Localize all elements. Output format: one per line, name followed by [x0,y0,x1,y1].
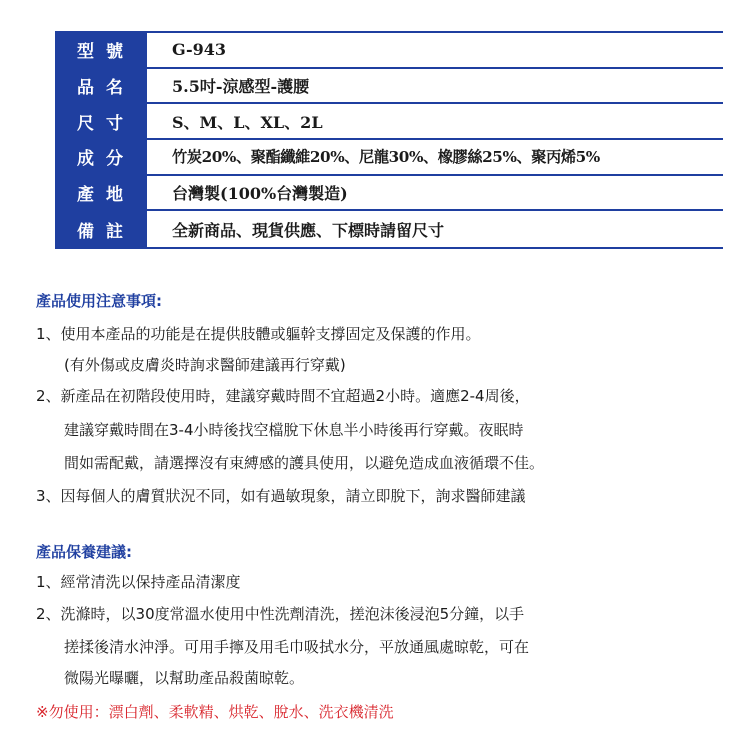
spec-value: 5.5吋-涼感型-護腰 [147,69,723,103]
usage-title: 產品使用注意事項: [36,292,162,310]
spec-value: G-943 [147,33,723,67]
care-title: 產品保養建議: [36,543,132,561]
spec-label: 尺寸 [55,104,147,138]
spec-value: S、M、L、XL、2L [147,104,723,138]
care-line: 1、經常清洗以保持產品清潔度 [36,573,241,591]
warning-text: ※勿使用：漂白劑、柔軟精、烘乾、脫水、洗衣機清洗 [36,703,394,721]
spec-table [55,31,723,249]
spec-label: 產地 [55,176,147,210]
usage-line: 2、新產品在初階段使用時，建議穿戴時間不宜超過2小時。適應2-4周後， [36,387,530,405]
care-line: 微陽光曝曬，以幫助產品殺菌晾乾。 [64,669,305,687]
spec-row-material [55,140,723,176]
spec-row-model [55,33,723,69]
spec-row-size [55,104,723,140]
spec-value: 竹炭20%、聚酯纖維20%、尼龍30%、橡膠絲25%、聚丙烯5% [147,140,723,174]
spec-label: 成分 [55,140,147,174]
usage-line: 建議穿戴時間在3-4小時後找空檔脫下休息半小時後再行穿戴。夜眠時 [64,421,524,439]
usage-line: 間如需配戴，請選擇沒有束縛感的護具使用，以避免造成血液循環不佳。 [64,454,545,472]
usage-line: 3、因每個人的膚質狀況不同，如有過敏現象，請立即脫下，詢求醫師建議 [36,487,526,505]
spec-row-note [55,211,723,247]
spec-value: 全新商品、現貨供應、下標時請留尺寸 [147,211,723,247]
care-line: 搓揉後清水沖淨。可用手擰及用毛巾吸拭水分，平放通風處晾乾，可在 [64,638,530,656]
usage-line: 1、使用本產品的功能是在提供肢體或軀幹支撐固定及保護的作用。 [36,325,481,343]
usage-line: (有外傷或皮膚炎時詢求醫師建議再行穿戴) [64,356,346,374]
spec-label: 型號 [55,33,147,67]
spec-label: 品名 [55,69,147,103]
spec-row-origin [55,176,723,212]
care-line: 2、洗滌時，以30度常溫水使用中性洗劑清洗，搓泡沫後浸泡5分鐘，以手 [36,605,525,623]
spec-value: 台灣製(100%台灣製造) [147,176,723,210]
spec-row-name [55,69,723,105]
spec-label: 備註 [55,211,147,247]
